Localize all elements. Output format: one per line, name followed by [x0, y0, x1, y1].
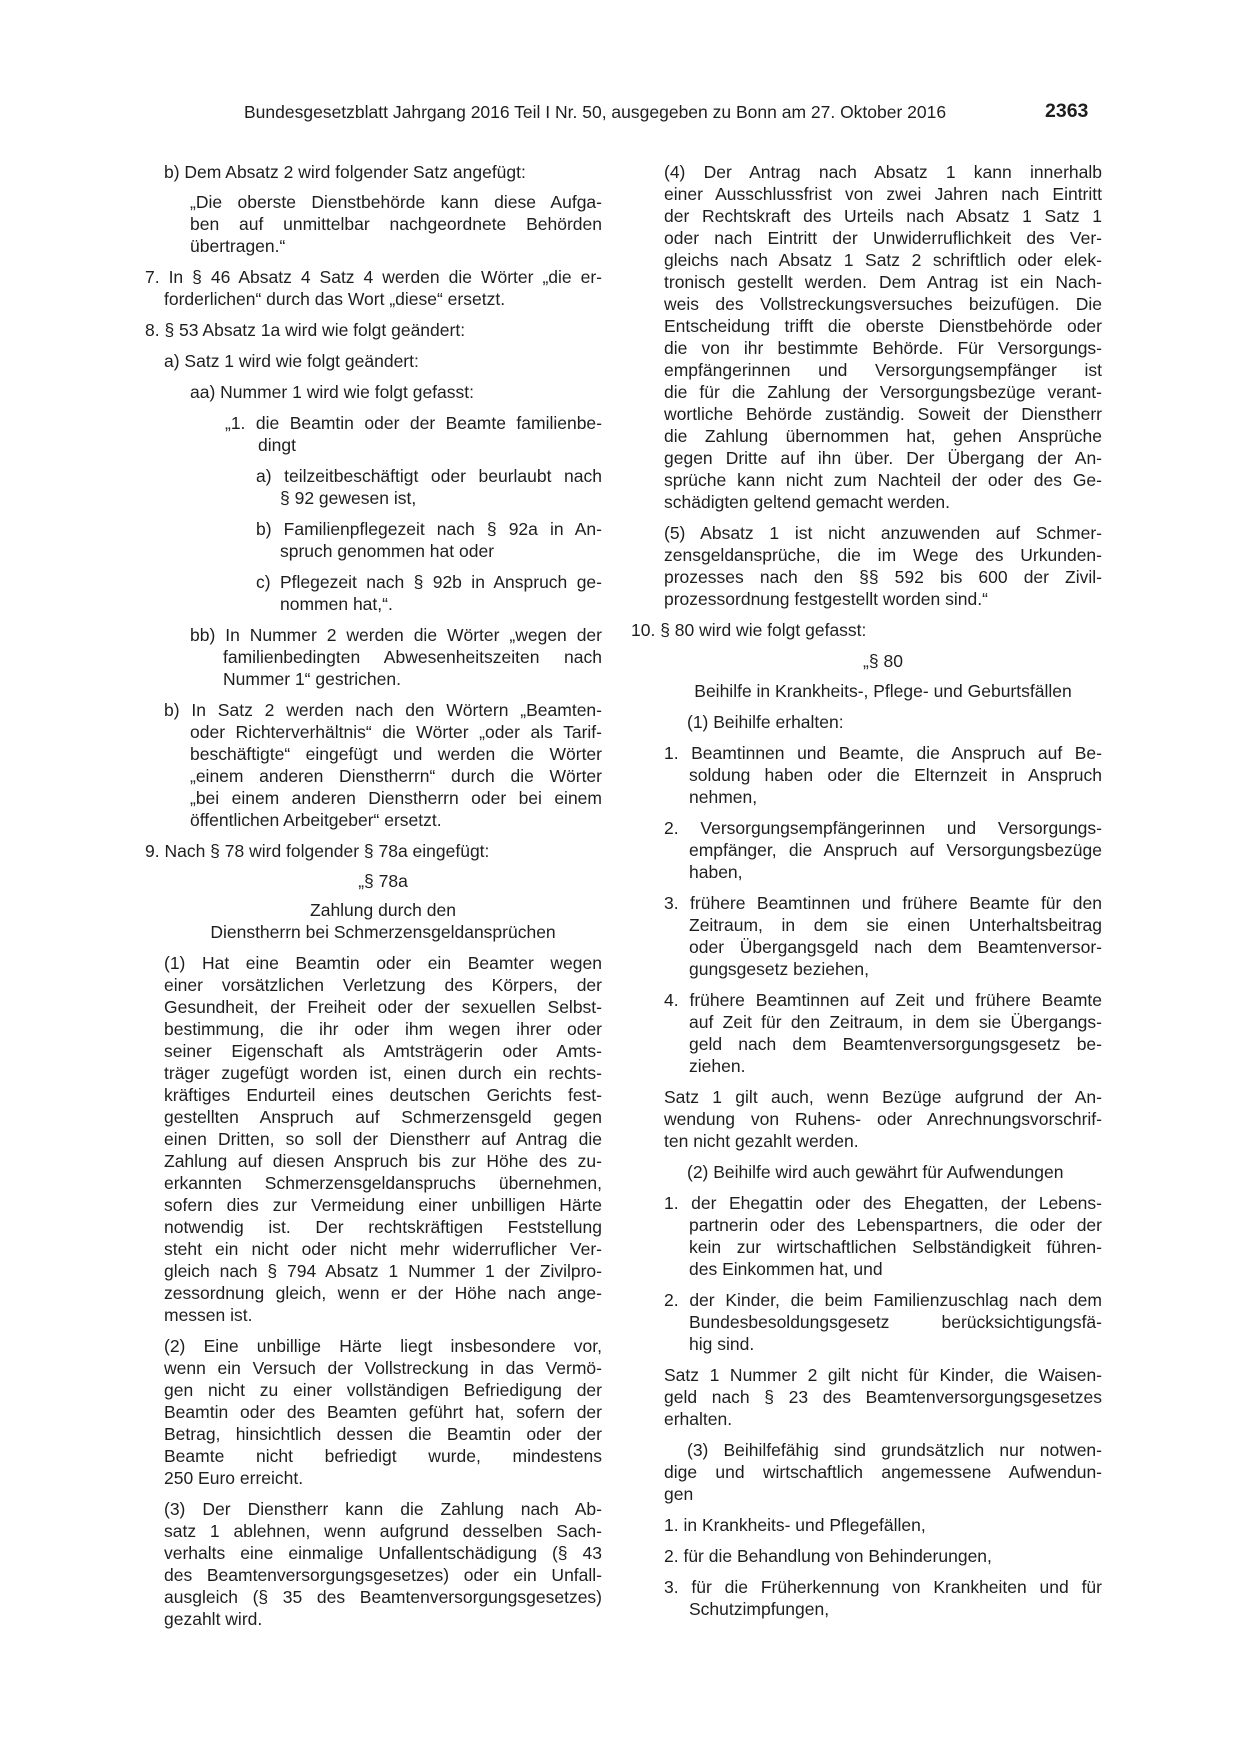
- text-line: c) Pflegezeit nach § 92b in Anspruch ge-: [256, 572, 602, 592]
- text-line: Beamtin oder des Beamten geführt hat, sofern der: [164, 1402, 602, 1422]
- text-line: (3) Beihilfefähig sind grundsätzlich nur notwen-: [687, 1440, 1102, 1460]
- text-line: weis des Vollstreckungsversuches beizufügen. Die: [664, 294, 1102, 314]
- text-line: öffentlichen Arbeitgeber“ ersetzt.: [190, 810, 442, 830]
- text-line: prozessordnung festgestellt worden sind.“: [664, 589, 988, 609]
- text-line: forderlichen“ durch das Wort „diese“ ersetzt.: [164, 289, 506, 309]
- text-line: Beamte nicht befriedigt wurde, mindestens: [164, 1446, 602, 1466]
- text-line: zessordnung gleich, wenn er der Höhe nach ange-: [164, 1283, 602, 1303]
- text-line: verhalts eine einmalige Unfallentschädigung (§ 43: [164, 1543, 602, 1563]
- text-line: gen: [664, 1484, 694, 1504]
- text-line: oder nach Eintritt der Unwiderruflichkeit des Ver-: [664, 228, 1102, 248]
- text-line: kein zur wirtschaftlichen Selbständigkeit führen-: [689, 1237, 1102, 1257]
- text-line: notwendig ist. Der rechtskräftigen Feststellung: [164, 1217, 602, 1237]
- text-line: die Zahlung übernommen hat, gehen Ansprüche: [664, 426, 1102, 446]
- text-line: Dienstherrn bei Schmerzensgeldansprüchen: [210, 922, 556, 942]
- text-line: wortliche Behörde zuständig. Soweit der Dienstherr: [664, 404, 1102, 424]
- text-line: 1. in Krankheits- und Pflegefällen,: [664, 1515, 926, 1535]
- text-line: Gesundheit, der Freiheit oder der sexuellen Selbst-: [164, 997, 602, 1017]
- text-line: wendung von Ruhens- oder Anrechnungsvorschrif-: [664, 1109, 1102, 1129]
- text-line: träger zugefügt worden ist, einen durch ein rechts-: [164, 1063, 602, 1083]
- text-line: Schutzimpfungen,: [689, 1599, 830, 1619]
- text-line: 7. In § 46 Absatz 4 Satz 4 werden die Wörter „die er-: [145, 267, 602, 287]
- text-line: soldung haben oder die Elternzeit in Anspruch: [689, 765, 1102, 785]
- text-line: 9. Nach § 78 wird folgender § 78a eingefügt:: [145, 841, 490, 861]
- text-line: gezahlt wird.: [164, 1609, 263, 1629]
- text-line: 3. für die Früherkennung von Krankheiten und für: [664, 1577, 1102, 1597]
- text-line: Zahlung auf diesen Anspruch bis zur Höhe des zu-: [164, 1151, 602, 1171]
- text-line: aa) Nummer 1 wird wie folgt gefasst:: [190, 382, 474, 402]
- text-line: geld nach § 23 des Beamtenversorgungsgesetzes: [664, 1387, 1102, 1407]
- text-line: steht ein nicht oder nicht mehr widerruflicher Ver-: [164, 1239, 602, 1259]
- text-line: ben auf unmittelbar nachgeordnete Behörden: [190, 214, 602, 234]
- text-line: Beihilfe in Krankheits-, Pflege- und Geburtsfällen: [694, 681, 1072, 701]
- text-line: einer Ausschlussfrist von zwei Jahren nach Eintritt: [664, 184, 1102, 204]
- text-line: bestimmung, die ihr oder ihm wegen ihrer oder: [164, 1019, 602, 1039]
- text-line: „1. die Beamtin oder der Beamte familienbe-: [225, 413, 602, 433]
- text-line: schädigten geltend gemacht werden.: [664, 492, 951, 512]
- text-line: dige und wirtschaftlich angemessene Aufwendun-: [664, 1462, 1102, 1482]
- text-line: übertragen.“: [190, 236, 286, 256]
- text-line: bb) In Nummer 2 werden die Wörter „wegen der: [190, 625, 602, 645]
- text-line: 2. für die Behandlung von Behinderungen,: [664, 1546, 992, 1566]
- text-line: spruch genommen hat oder: [280, 541, 495, 561]
- text-line: (1) Hat eine Beamtin oder ein Beamter wegen: [164, 953, 602, 973]
- text-line: einen Dritten, so soll der Dienstherr auf Antrag die: [164, 1129, 602, 1149]
- text-line: geld nach dem Beamtenversorgungsgesetz be-: [689, 1034, 1102, 1054]
- text-line: der Rechtskraft des Urteils nach Absatz 1 Satz 1: [664, 206, 1102, 226]
- text-line: familienbedingten Abwesenheitszeiten nach: [223, 647, 602, 667]
- text-line: 3. frühere Beamtinnen und frühere Beamte für den: [664, 893, 1102, 913]
- text-line: wenn ein Versuch der Vollstreckung in das Vermö-: [164, 1358, 602, 1378]
- text-line: zensgeldansprüche, die im Wege des Urkunden-: [664, 545, 1102, 565]
- text-line: „Die oberste Dienstbehörde kann diese Aufga-: [190, 192, 602, 212]
- text-line: haben,: [689, 862, 743, 882]
- text-line: gleich nach § 794 Absatz 1 Nummer 1 der Zivilpro-: [164, 1261, 602, 1281]
- text-line: 2. Versorgungsempfängerinnen und Versorgungs-: [664, 818, 1102, 838]
- text-line: (3) Der Dienstherr kann die Zahlung nach Ab-: [164, 1499, 602, 1519]
- text-line: Bundesbesoldungsgesetz berücksichtigungsfä-: [689, 1312, 1102, 1332]
- text-line: dingt: [258, 435, 296, 455]
- text-line: (2) Eine unbillige Härte liegt insbesondere vor,: [164, 1336, 602, 1356]
- text-line: 2. der Kinder, die beim Familienzuschlag nach dem: [664, 1290, 1102, 1310]
- text-line: oder Richterverhältnis“ die Wörter „oder als Tarif-: [190, 722, 602, 742]
- text-line: empfänger, die Anspruch auf Versorgungsbezüge: [689, 840, 1102, 860]
- text-line: 10. § 80 wird wie folgt gefasst:: [631, 620, 867, 640]
- text-line: des Beamtenversorgungsgesetzes) oder ein Unfall-: [164, 1565, 602, 1585]
- text-line: 250 Euro erreicht.: [164, 1468, 304, 1488]
- text-line: Zahlung durch den: [310, 900, 456, 920]
- text-line: gungsgesetz beziehen,: [689, 959, 869, 979]
- text-line: Satz 1 Nummer 2 gilt nicht für Kinder, die Waisen-: [664, 1365, 1102, 1385]
- text-line: prozesses nach den §§ 592 bis 600 der Zivil-: [664, 567, 1102, 587]
- text-line: b) Dem Absatz 2 wird folgender Satz angefügt:: [164, 162, 526, 182]
- text-line: gen nicht zu einer vollständigen Befriedigung der: [164, 1380, 602, 1400]
- text-line: Nummer 1“ gestrichen.: [223, 669, 401, 689]
- text-line: Satz 1 gilt auch, wenn Bezüge aufgrund der An-: [664, 1087, 1102, 1107]
- text-line: (1) Beihilfe erhalten:: [687, 712, 844, 732]
- text-line: sofern dies zur Vermeidung einer unbilligen Härte: [164, 1195, 602, 1215]
- text-line: gleichs nach Absatz 1 Satz 2 schriftlich oder elek-: [664, 250, 1102, 270]
- text-line: auf Zeit für den Zeitraum, in dem sie Übergangs-: [689, 1012, 1102, 1032]
- text-line: „§ 80: [863, 651, 903, 671]
- text-line: 8. § 53 Absatz 1a wird wie folgt geändert:: [145, 320, 466, 340]
- text-line: oder Übergangsgeld nach dem Beamtenversor-: [689, 937, 1102, 957]
- text-line: kräftiges Endurteil eines deutschen Gerichts fest-: [164, 1085, 602, 1105]
- text-line: hig sind.: [689, 1334, 755, 1354]
- text-line: 1. Beamtinnen und Beamte, die Anspruch auf Be-: [664, 743, 1102, 763]
- text-line: einer vorsätzlichen Verletzung des Körpers, der: [164, 975, 602, 995]
- text-line: 1. der Ehegattin oder des Ehegatten, der Lebens-: [664, 1193, 1102, 1213]
- text-line: nehmen,: [689, 787, 758, 807]
- text-line: die von ihr bestimmte Behörde. Für Versorgungs-: [664, 338, 1102, 358]
- text-line: „§ 78a: [358, 871, 408, 891]
- text-line: b) In Satz 2 werden nach den Wörtern „Beamten-: [164, 700, 602, 720]
- text-line: (2) Beihilfe wird auch gewährt für Aufwendungen: [687, 1162, 1064, 1182]
- text-line: des Einkommen hat, und: [689, 1259, 883, 1279]
- text-line: § 92 gewesen ist,: [280, 488, 417, 508]
- text-line: Entscheidung trifft die oberste Dienstbehörde oder: [664, 316, 1102, 336]
- text-line: partnerin oder des Lebenspartners, die oder der: [689, 1215, 1102, 1235]
- text-line: tronisch gestellt werden. Dem Antrag ist ein Nach-: [664, 272, 1102, 292]
- text-line: empfängerinnen und Versorgungsempfänger ist: [664, 360, 1102, 380]
- running-header: Bundesgesetzblatt Jahrgang 2016 Teil I Nr. 50, ausgegeben zu Bonn am 27. Oktober 2016: [244, 102, 947, 122]
- page-number: 2363: [1045, 100, 1089, 122]
- text-line: 4. frühere Beamtinnen auf Zeit und frühere Beamte: [664, 990, 1102, 1010]
- text-line: Betrag, hinsichtlich dessen die Beamtin oder der: [164, 1424, 602, 1444]
- text-line: „einem anderen Dienstherrn“ durch die Wörter: [190, 766, 602, 786]
- text-line: a) teilzeitbeschäftigt oder beurlaubt nach: [256, 466, 602, 486]
- text-line: nommen hat,“.: [280, 594, 393, 614]
- text-line: beschäftigte“ eingefügt und werden die Wörter: [190, 744, 602, 764]
- text-line: Zeitraum, in dem sie einen Unterhaltsbeitrag: [689, 915, 1102, 935]
- text-line: ausgleich (§ 35 des Beamtenversorgungsgesetzes): [164, 1587, 602, 1607]
- text-line: erkannten Schmerzensgeldanspruchs übernehmen,: [164, 1173, 602, 1193]
- text-line: ziehen.: [689, 1056, 746, 1076]
- text-line: sprüche kann nicht zum Nachteil der oder des Ge-: [664, 470, 1102, 490]
- text-line: (4) Der Antrag nach Absatz 1 kann innerhalb: [664, 162, 1102, 182]
- text-line: ten nicht gezahlt werden.: [664, 1131, 859, 1151]
- text-line: b) Familienpflegezeit nach § 92a in An-: [256, 519, 602, 539]
- text-line: (5) Absatz 1 ist nicht anzuwenden auf Schmer-: [664, 523, 1102, 543]
- text-line: erhalten.: [664, 1409, 733, 1429]
- text-line: gestellten Anspruch auf Schmerzensgeld gegen: [164, 1107, 602, 1127]
- text-line: seiner Eigenschaft als Amtsträgerin oder Amts-: [164, 1041, 602, 1061]
- text-line: gegen Dritte auf ihn über. Der Übergang der An-: [664, 448, 1102, 468]
- text-line: a) Satz 1 wird wie folgt geändert:: [164, 351, 419, 371]
- text-line: die für die Zahlung der Versorgungsbezüge verant-: [664, 382, 1102, 402]
- text-line: „bei einem anderen Dienstherrn oder bei einem: [190, 788, 602, 808]
- text-line: messen ist.: [164, 1305, 253, 1325]
- text-line: satz 1 ablehnen, wenn aufgrund desselben Sach-: [164, 1521, 602, 1541]
